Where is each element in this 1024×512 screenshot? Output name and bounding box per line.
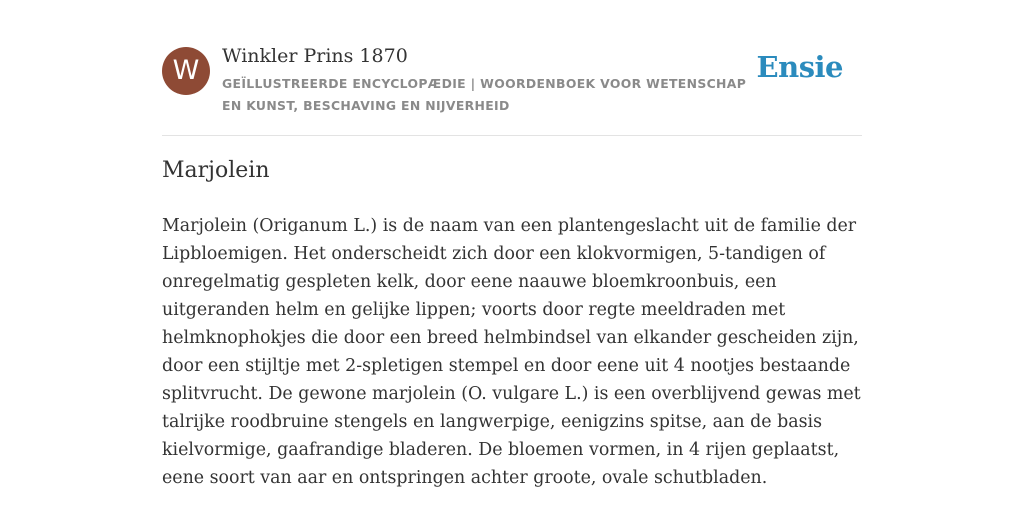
- entry-title: Marjolein: [162, 158, 270, 183]
- source-subtitle: GEÏLLUSTREERDE ENCYCLOPÆDIE | WOORDENBOEK VOOR WETENSCHAP EN KUNST, BESCHAVING EN NIJVERHEID: [222, 76, 747, 113]
- source-header: [162, 44, 862, 124]
- source-avatar[interactable]: W: [162, 47, 210, 95]
- ensie-logo[interactable]: Ensie: [756, 50, 843, 84]
- source-title[interactable]: Winkler Prins 1870: [222, 45, 408, 67]
- header-divider: [162, 135, 862, 136]
- entry-body: Marjolein (Origanum L.) is de naam van een plantengeslacht uit de familie der Lipbloemigen. Het onderscheidt zich door een klokvormigen, 5-tandigen of onregelmatig gespleten kelk, door eene naauwe bloemkroonbuis, een uitgeranden helm en gelijke lippen; voorts door regte meeldraden met helmknophokjes die door een breed helmbindsel van elkander gescheiden zijn, door een stijltje met 2-spletigen stempel en door eene uit 4 nootjes bestaande splitvrucht. De gewone marjolein (O. vulgare L.) is een overblijvend gewas met talrijke roodbruine stengels en langwerpige, eenigzins spitse, aan de basis kielvormige, gaafrandige bladeren. De bloemen vormen, in 4 rijen geplaatst, eene soort van aar en ontspringen achter groote, ovale schutbladen.: [162, 216, 861, 488]
